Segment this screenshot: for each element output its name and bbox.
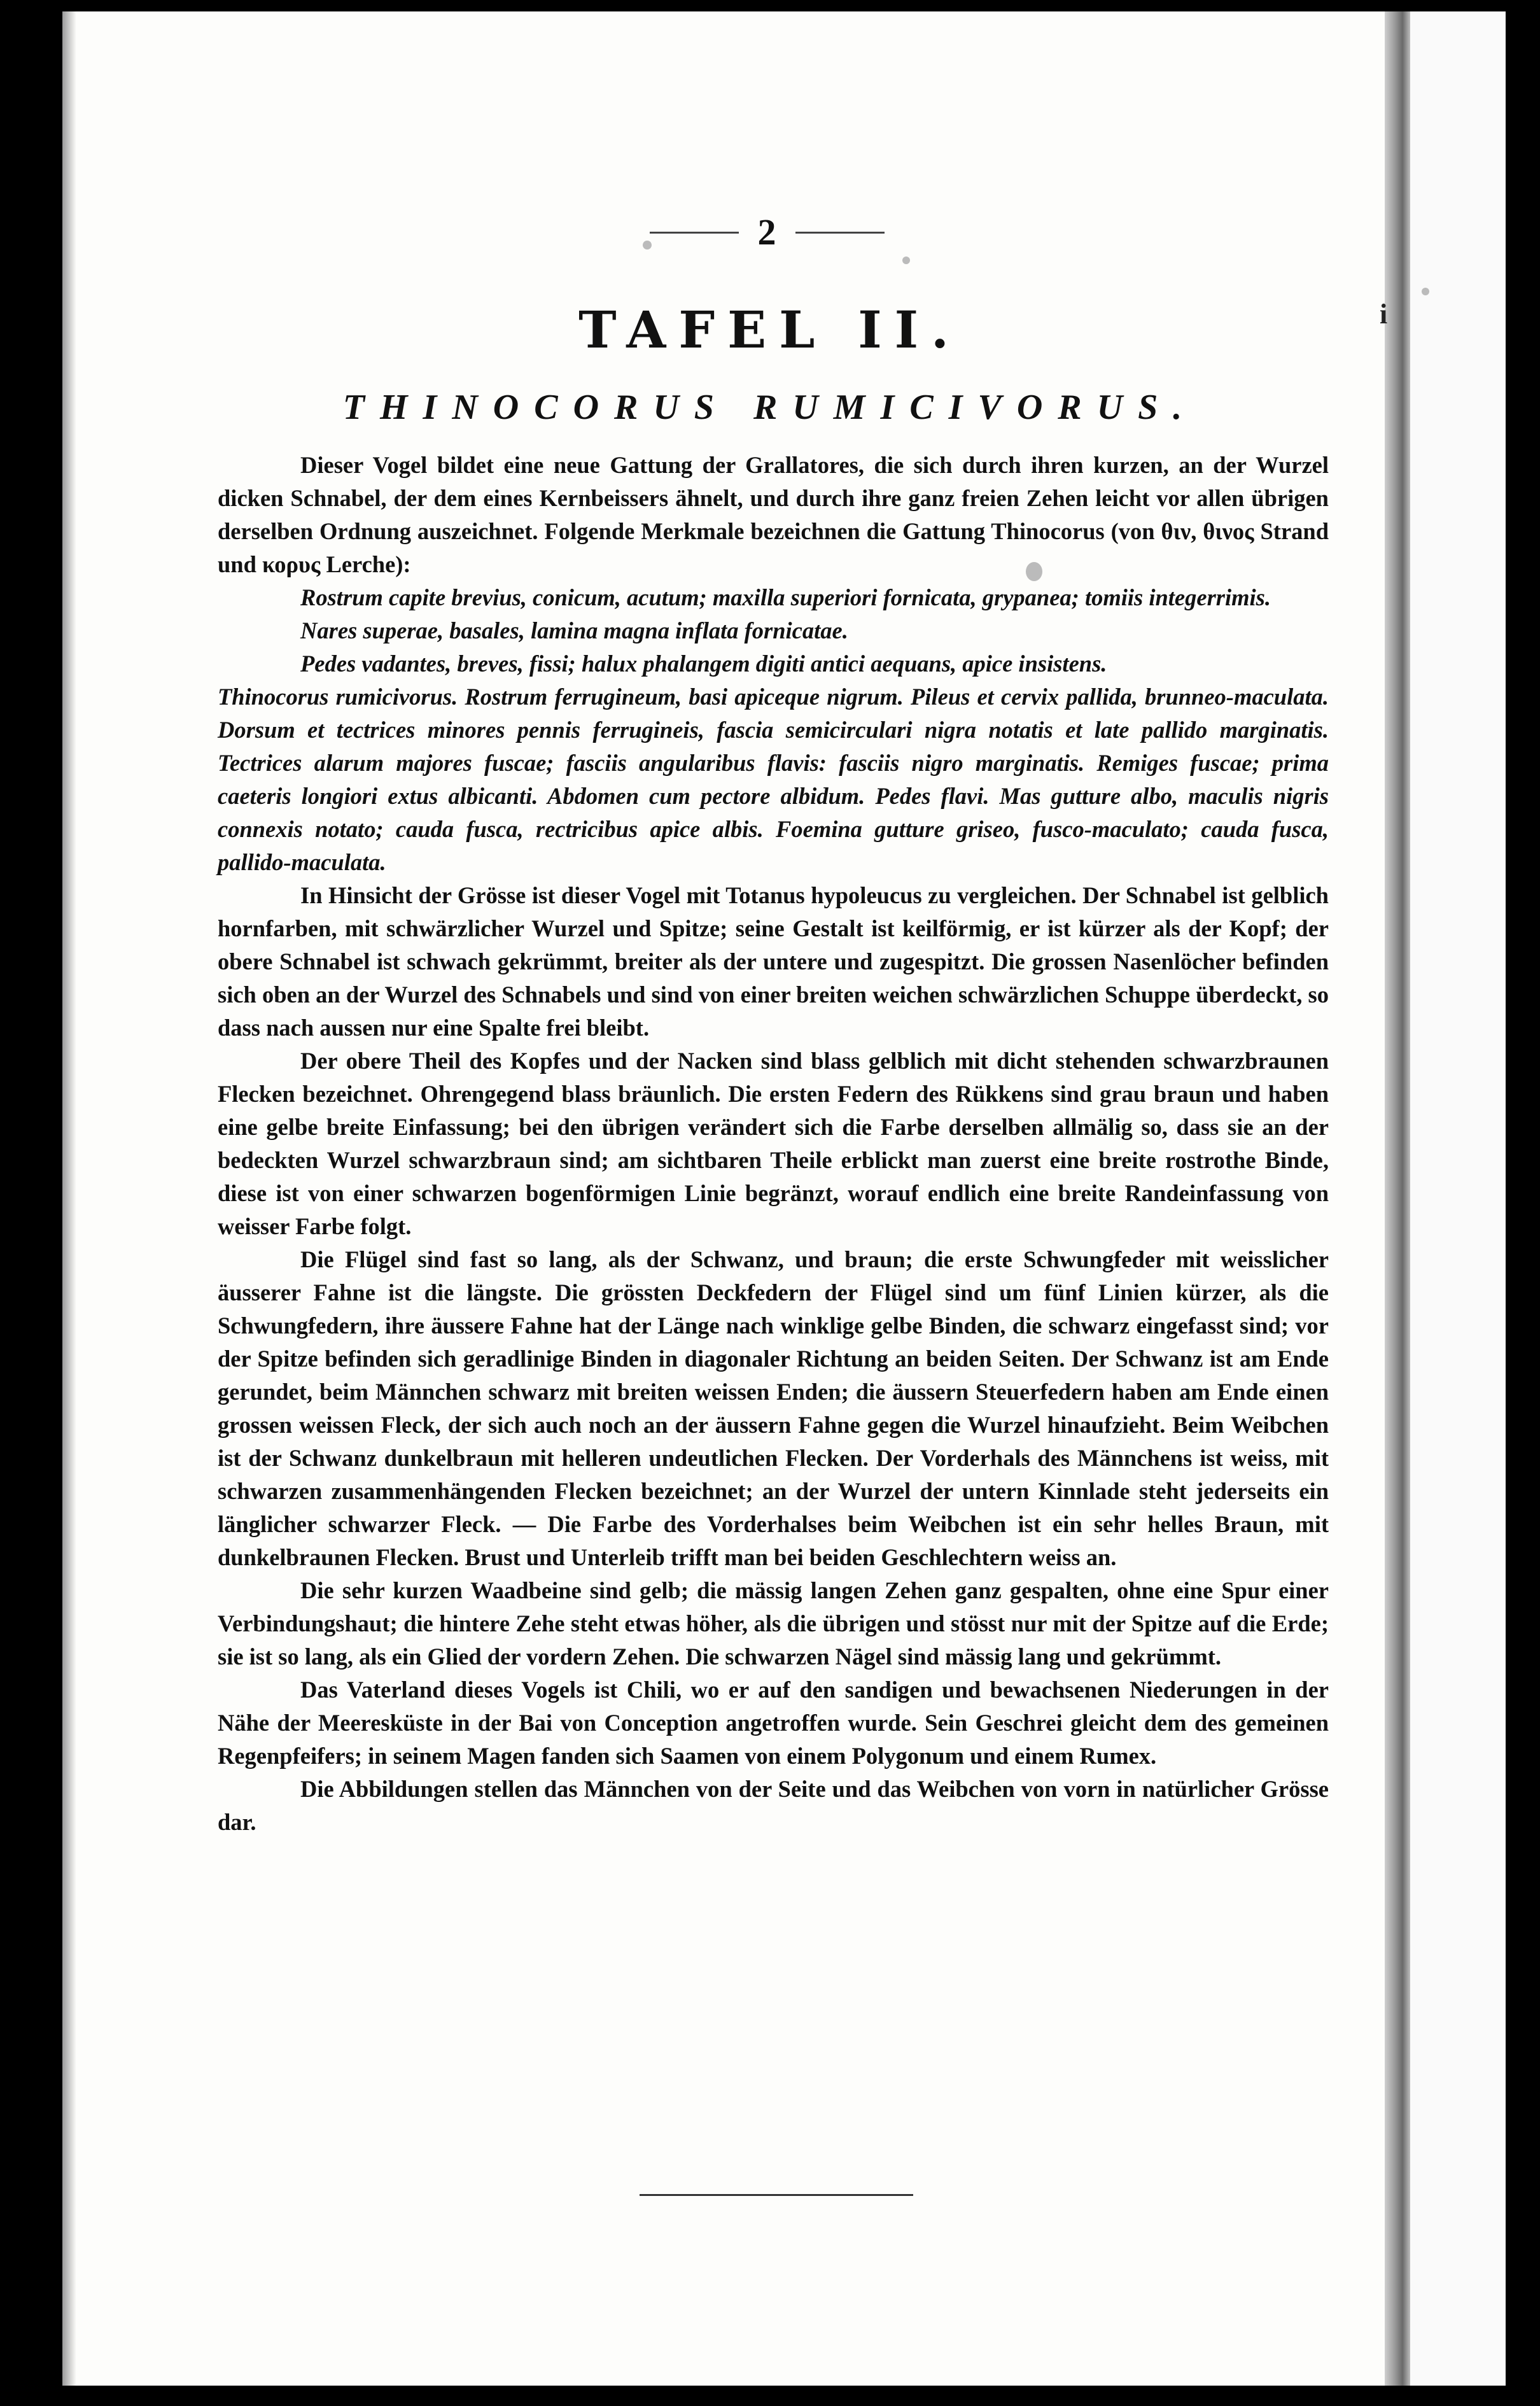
page-edge-shadow [62, 11, 76, 2386]
article-body [218, 449, 1329, 1839]
paragraph-wings: Die Flügel sind fast so lang, als der Schwanz, und braun; die erste Schwungfeder mit weisslicher äusserer Fahne ist die längste. Die grössten Deckfedern der Flügel sind um fünf Linien kürzer, als die Schwungfedern, ihre äussere Fahne hat der Länge nach winklige gelbe Binden, die schwarz eingefasst sind; vor der Spitze befinden sich geradlinige Binden in diagonaler Richtung an beiden Seiten. Der Schwanz ist am Ende gerundet, beim Männchen schwarz mit breiten weissen Enden; die äussern Steuerfedern haben am Ende einen grossen weissen Fleck, der sich auch noch an der äussern Fahne gegen die Wurzel hinaufzieht. Beim Weibchen ist der Schwanz dunkelbraun mit helleren undeutlichen Flecken. Der Vorderhals des Männchens ist weiss, mit schwarzen zusammenhängenden Flecken bezeichnet; an der Wurzel der untern Kinnlade steht jederseits ein länglicher schwarzer Fleck. — Die Farbe des Vorderhalses beim Weibchen ist ein sehr helles Braun, mit dunkelbraunen Flecken. Brust und Unterleib trifft man bei beiden Geschlechtern weiss an. [218, 1246, 1329, 1570]
paragraph-legs: Die sehr kurzen Waadbeine sind gelb; die mässig langen Zehen ganz gespalten, ohne eine Spur einer Verbindungshaut; die hintere Zehe steht etwas höher, als die übrigen und stösst nur mit der Spitze auf die Erde; sie ist so lang, als ein Glied der vordern Zehen. Die schwarzen Nägel sind mässig lang und gekrümmt. [218, 1577, 1329, 1670]
paragraph-size: In Hinsicht der Grösse ist dieser Vogel mit Totanus hypoleucus zu vergleichen. Der Schnabel ist gelblich hornfarben, mit schwärzlicher Wurzel und Spitze; seine Gestalt ist keilförmig, er ist kürzer als der Kopf; der obere Schnabel ist schwach gekrümmt, breiter als der untere und zugespitzt. Die grossen Nasenlöcher befinden sich oben an der Wurzel des Schnabels und sind von einer breiten weichen schwärzlichen Schuppe überdeckt, so dass nach aussen nur eine Spalte frei bleibt. [218, 882, 1329, 1041]
margin-mark: i [1380, 299, 1388, 330]
scan-speck [902, 257, 910, 264]
page-number: 2 [757, 211, 776, 253]
latin-rostrum: Rostrum capite brevius, conicum, acutum; maxilla superiori fornicata, grypanea; tomiis integerrimis. [300, 584, 1271, 610]
latin-nares: Nares superae, basales, lamina magna inflata fornicatae. [300, 617, 848, 644]
binding-gutter [1385, 11, 1410, 2386]
page-header [633, 210, 900, 255]
closing-rule [640, 2194, 913, 2196]
latin-diagnosis [218, 581, 1329, 879]
scan-speck [1422, 288, 1429, 295]
latin-species-description: Thinocorus rumicivorus. Rostrum ferrugineum, basi apiceque nigrum. Pileus et cervix pallida, brunneo-maculata. Dorsum et tectrices minores pennis ferrugineis, fascia semicirculari nigra notatis et late pallido marginatis. Tectrices alarum majores fuscae; fasciis angularibus flavis: fasciis nigro marginatis. Remiges fuscae; prima caeteris longiori extus albicanti. Abdomen cum pectore albidum. Pedes flavi. Mas gutture albo, maculis nigris connexis notato; cauda fusca, rectricibus apice albis. Foemina gutture griseo, fusco-maculato; cauda fusca, pallido-maculata. [218, 684, 1329, 875]
paragraph-habitat: Das Vaterland dieses Vogels ist Chili, wo er auf den sandigen und bewachsenen Niederungen in der Nähe der Meeresküste in der Bai von Conception angetroffen wurde. Sein Geschrei gleicht dem des gemeinen Regenpfeifers; in seinem Magen fanden sich Saamen von einem Polygonum und einem Rumex. [218, 1677, 1329, 1769]
species-title: THINOCORUS RUMICIVORUS. [342, 388, 1198, 427]
paragraph-figures: Die Abbildungen stellen das Männchen von der Seite und das Weibchen von vorn in natürlicher Grösse dar. [218, 1776, 1329, 1835]
header-rule-left [650, 232, 739, 234]
latin-pedes: Pedes vadantes, breves, fissi; halux phalangem digiti antici aequans, apice insistens. [300, 651, 1107, 677]
header-rule-right [795, 232, 885, 234]
plate-title: TAFEL II. [578, 300, 962, 360]
paragraph-head: Der obere Theil des Kopfes und der Nacken sind blass gelblich mit dicht stehenden schwarzbraunen Flecken bezeichnet. Ohrengegend blass bräunlich. Die ersten Federn des Rükkens sind grau braun und haben eine gelbe breite Einfassung; bei den übrigen verändert sich die Farbe derselben allmälig so, dass sie an der bedeckten Wurzel schwarzbraun sind; am sichtbaren Theile erblickt man zuerst eine breite rostrothe Binde, diese ist von einer schwarzen bogenförmigen Linie begränzt, worauf endlich eine breite Randeinfassung von weisser Farbe folgt. [218, 1048, 1329, 1239]
paragraph-intro: Dieser Vogel bildet eine neue Gattung der Grallatores, die sich durch ihren kurzen, an der Wurzel dicken Schnabel, der dem eines Kernbeissers ähnelt, und durch ihre ganz freien Zehen leicht vor allen übrigen derselben Ordnung auszeichnet. Folgende Merkmale bezeichnen die Gattung Thinocorus (von θιν, θινος Strand und κορυς Lerche): [218, 452, 1329, 577]
facing-page-margin [1410, 11, 1506, 2386]
